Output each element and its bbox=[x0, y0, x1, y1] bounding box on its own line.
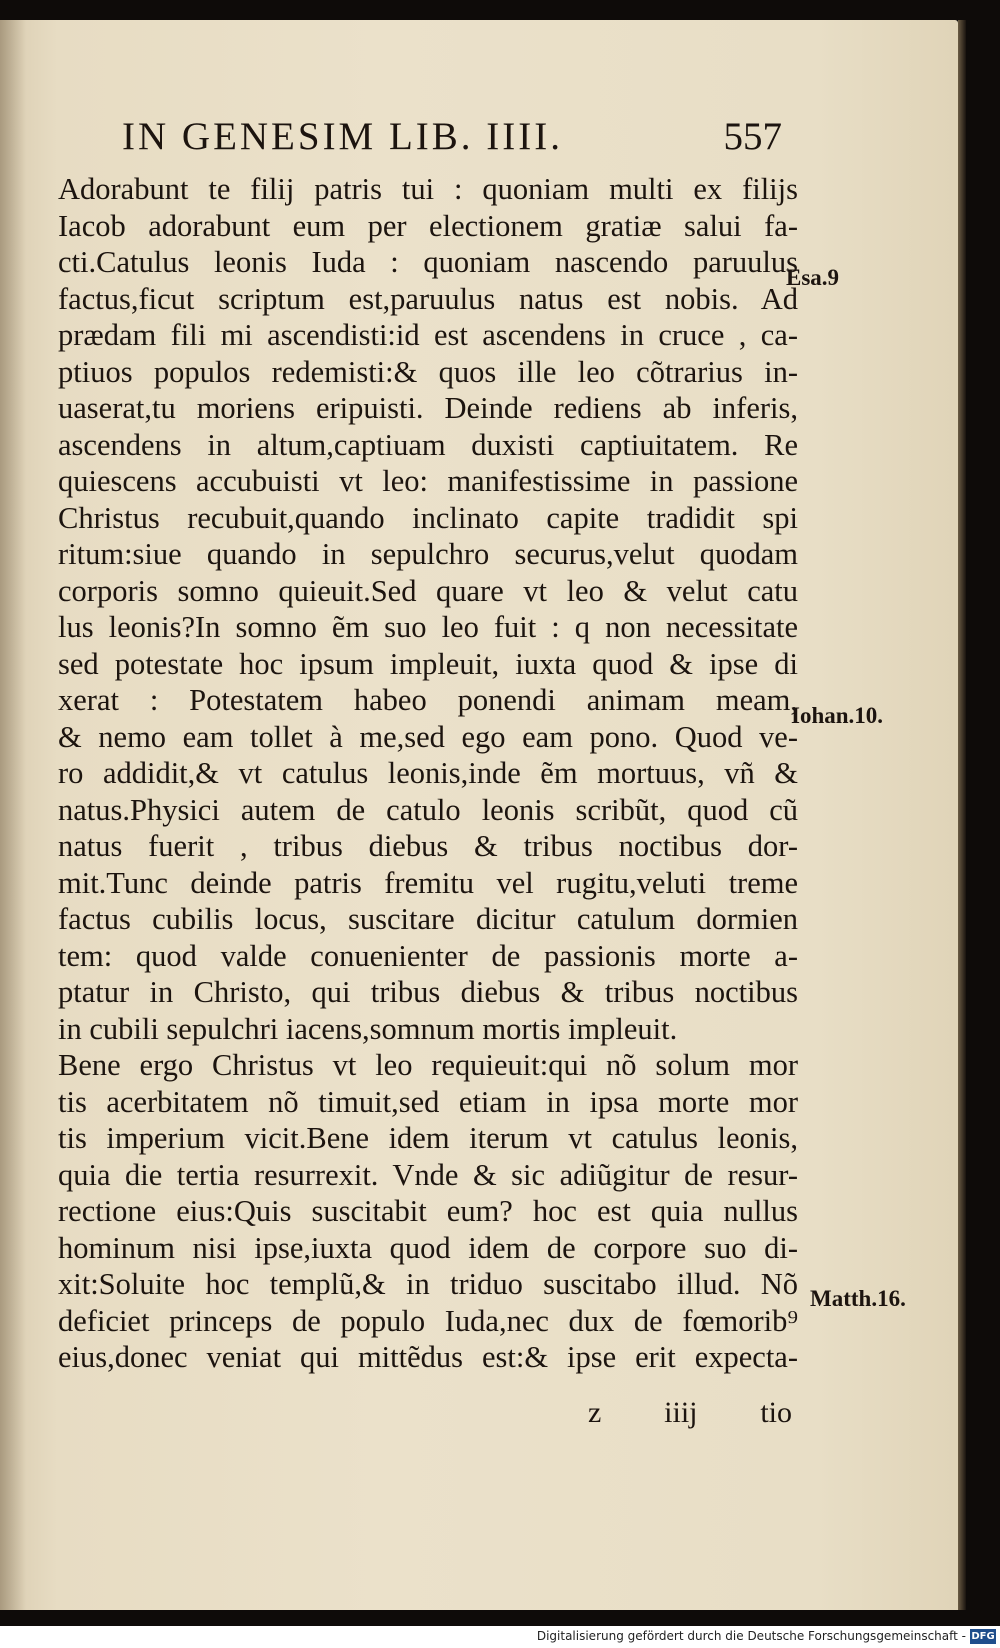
folio-number: 557 bbox=[723, 115, 782, 158]
text-line: natus fuerit , tribus diebus & tribus noctibus dor- bbox=[58, 829, 798, 863]
text-line: factus cubilis locus, suscitare dicitur catulum dormien bbox=[58, 902, 798, 936]
text-line: factus,ficut scriptum est,paruulus natus est nobis. Ad bbox=[58, 281, 798, 316]
text-line: tis imperium vicit.Bene idem iterum vt catulus leonis, bbox=[58, 1121, 798, 1155]
text-line: eius,donec veniat qui mittẽdus est:& ipse erit expecta- bbox=[58, 1340, 798, 1374]
text-line: hominum nisi ipse,iuxta quod idem de corpore suo di- bbox=[58, 1230, 798, 1265]
text-line: ritum:siue quando in sepulchro securus,velut quodam bbox=[58, 537, 798, 571]
text-line: mit.Tunc deinde patris fremitu vel rugitu,veluti treme bbox=[58, 865, 798, 900]
text-line: ptiuos populos redemisti:& quos ille leo cõtrarius in- bbox=[58, 354, 798, 389]
text-line: tis acerbitatem nõ timuit,sed etiam in ipsa morte mor bbox=[58, 1084, 798, 1119]
text-line: prædam fili mi ascendisti:id est ascendens in cruce , ca- bbox=[58, 318, 798, 352]
margin-note-esa: Esa.9 bbox=[786, 265, 840, 290]
text-line: uaserat,tu moriens eripuisti. Deinde rediens ab inferis, bbox=[58, 391, 798, 425]
signature-mark: z bbox=[588, 1396, 602, 1429]
text-line: Iacob adorabunt eum per electionem gratiæ salui fa- bbox=[58, 208, 798, 243]
text-line: in cubili sepulchri iacens,somnum mortis impleuit. bbox=[58, 1011, 678, 1046]
text-line: quiescens accubuisti vt leo: manifestissime in passione bbox=[58, 464, 798, 498]
text-line: xit:Soluite hoc templũ,& in triduo suscitabo illud. Nõ bbox=[58, 1267, 798, 1301]
text-line: ptatur in Christo, qui tribus diebus & tribus noctibus bbox=[58, 975, 798, 1009]
page-gutter-shadow bbox=[0, 20, 26, 1610]
page-header bbox=[122, 114, 782, 162]
text-line: Adorabunt te filij patris tui : quoniam multi ex filijs bbox=[58, 172, 798, 206]
text-line: cti.Catulus leonis Iuda : quoniam nascendo paruulus bbox=[58, 245, 798, 279]
text-line: tem: quod valde conuenienter de passionis morte a- bbox=[58, 938, 798, 973]
text-line: xerat : Potestatem habeo ponendi animam meam, bbox=[58, 683, 798, 717]
footer-credit: Digitalisierung gefördert durch die Deutsche Forschungsgemeinschaft - bbox=[536, 1629, 966, 1643]
text-line: ascendens in altum,captiuam duxisti captiuitatem. Re bbox=[58, 427, 798, 462]
leaf-number: iiij bbox=[664, 1396, 698, 1429]
margin-note-matth: Matth.16. bbox=[810, 1286, 906, 1311]
dfg-logo: DFG bbox=[971, 1631, 995, 1642]
digitization-footer bbox=[0, 1626, 1000, 1648]
text-line: natus.Physici autem de catulo leonis scribũt, quod cũ bbox=[58, 792, 798, 827]
text-line: ro addidit,& vt catulus leonis,inde ẽm mortuus, vñ & bbox=[58, 756, 798, 790]
text-line: Christus recubuit,quando inclinato capite tradidit spi bbox=[58, 500, 798, 535]
text-line: Bene ergo Christus vt leo requieuit:qui nõ solum mor bbox=[58, 1048, 798, 1082]
margin-note-iohan: Iohan.10. bbox=[791, 703, 884, 728]
page-edge bbox=[958, 20, 966, 1610]
text-line: quia die tertia resurrexit. Vnde & sic adiũgitur de resur- bbox=[58, 1157, 798, 1192]
signature-line bbox=[588, 1396, 792, 1430]
catchword: tio bbox=[760, 1396, 792, 1429]
running-title: IN GENESIM LIB. IIII. bbox=[122, 115, 564, 158]
text-line: corporis somno quieuit.Sed quare vt leo & velut catu bbox=[58, 573, 798, 608]
text-line: rectione eius:Quis suscitabit eum? hoc est quia nullus bbox=[58, 1194, 798, 1228]
text-line: deficiet princeps de populo Iuda,nec dux de fœmorib⁹ bbox=[58, 1303, 798, 1338]
text-line: lus leonis?In somno ẽm suo leo fuit : q non necessitate bbox=[58, 610, 798, 644]
text-line: sed potestate hoc ipsum impleuit, iuxta quod & ipse di bbox=[58, 646, 798, 681]
text-line: & nemo eam tollet à me,sed ego eam pono. Quod ve- bbox=[58, 719, 798, 754]
main-text-block bbox=[58, 171, 798, 1376]
